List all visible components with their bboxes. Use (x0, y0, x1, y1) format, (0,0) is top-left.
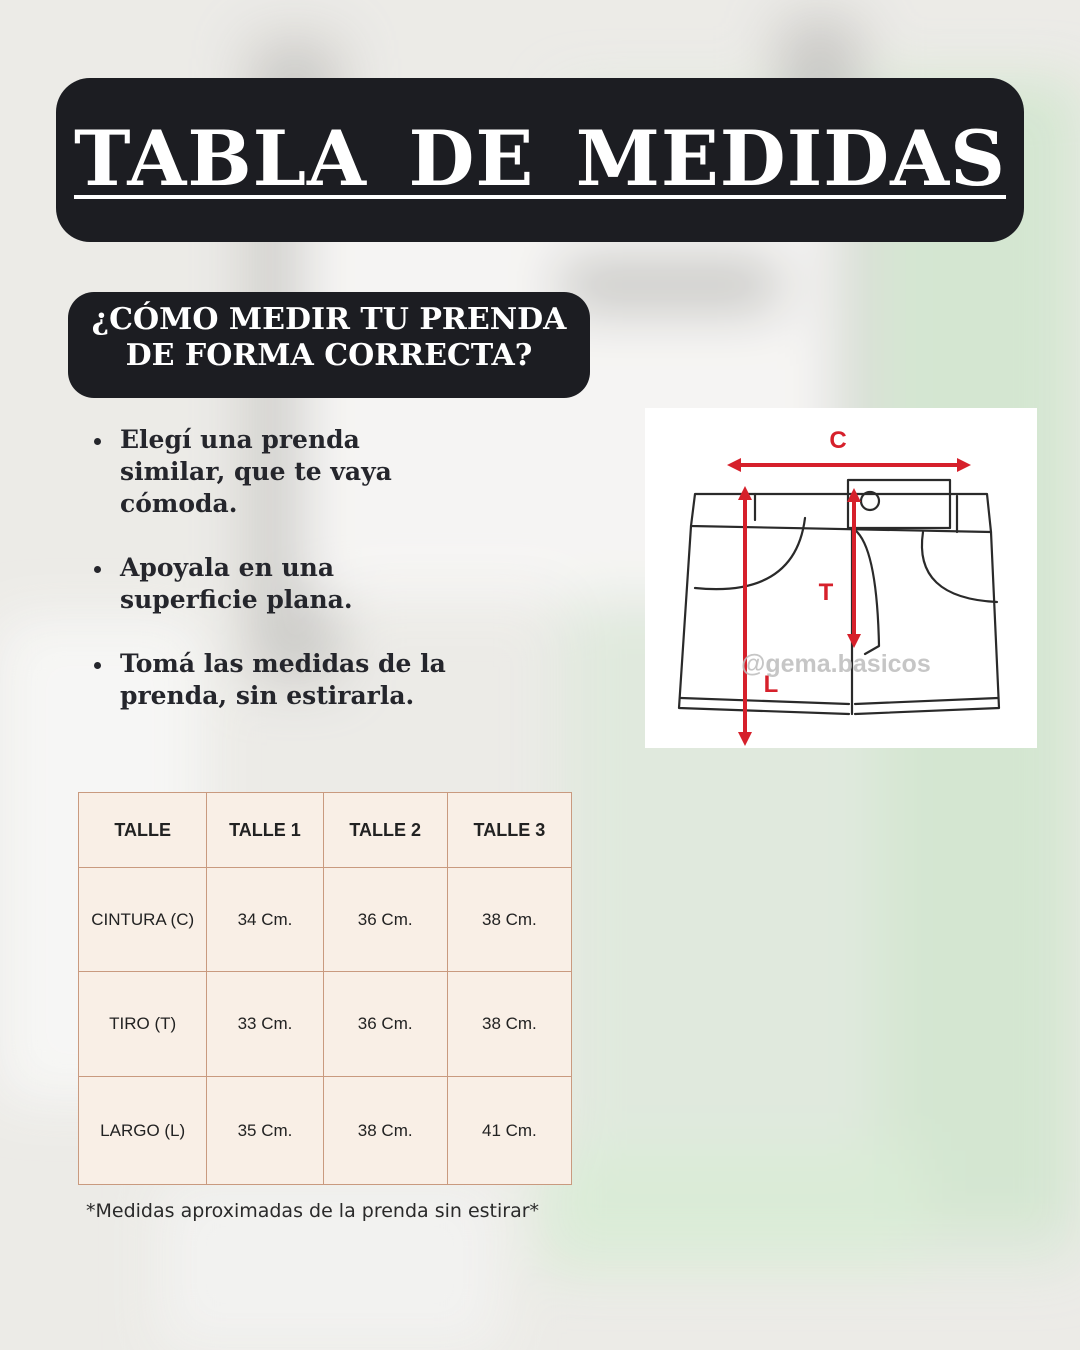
instruction-line: Apoyala en una (120, 553, 335, 582)
instruction-item (92, 648, 520, 712)
table-cell: 33 Cm. (207, 972, 323, 1077)
table-header-cell: TALLE 2 (323, 793, 447, 868)
instruction-line: similar, que te vaya (120, 457, 392, 486)
table-cell: 36 Cm. (323, 868, 447, 972)
table-row (79, 868, 572, 972)
shorts-icon (645, 408, 1037, 748)
table-header-cell: TALLE 3 (447, 793, 571, 868)
table-cell: 41 Cm. (447, 1077, 571, 1185)
instruction-line: Elegí una prenda (120, 425, 360, 454)
row-label: LARGO (L) (79, 1077, 207, 1185)
table-cell: 38 Cm. (323, 1077, 447, 1185)
page-title: TABLA DE MEDIDAS (73, 113, 1007, 203)
table-cell: 36 Cm. (323, 972, 447, 1077)
title-banner (56, 78, 1024, 242)
table-cell: 35 Cm. (207, 1077, 323, 1185)
table-cell: 34 Cm. (207, 868, 323, 972)
table-row (79, 1077, 572, 1185)
table-row (79, 972, 572, 1077)
label-t: T (818, 579, 834, 606)
footnote: *Medidas aproximadas de la prenda sin estirar* (86, 1200, 540, 1222)
table-cell: 38 Cm. (447, 972, 571, 1077)
watermark-text: @gema.basicos (741, 650, 931, 678)
instruction-line: superficie plana. (120, 585, 353, 614)
instruction-item (92, 424, 520, 520)
table-header-cell: TALLE 1 (207, 793, 323, 868)
subtitle-line-2: DE FORMA CORRECTA? (125, 338, 533, 373)
instruction-line: cómoda. (120, 489, 238, 518)
subtitle-line-1: ¿CÓMO MEDIR TU PRENDA (91, 302, 567, 337)
row-label: TIRO (T) (79, 972, 207, 1077)
row-label: CINTURA (C) (79, 868, 207, 972)
label-l: L (763, 671, 779, 698)
instruction-line: prenda, sin estirarla. (120, 681, 415, 710)
table-cell: 38 Cm. (447, 868, 571, 972)
table-header-cell: TALLE (79, 793, 207, 868)
instruction-line: Tomá las medidas de la (120, 649, 446, 678)
subtitle-banner (68, 292, 590, 398)
instructions-list (92, 424, 520, 744)
label-c: C (829, 427, 847, 454)
measurement-diagram (645, 408, 1037, 748)
instruction-item (92, 552, 520, 616)
size-table (78, 792, 572, 1185)
table-header-row (79, 793, 572, 868)
